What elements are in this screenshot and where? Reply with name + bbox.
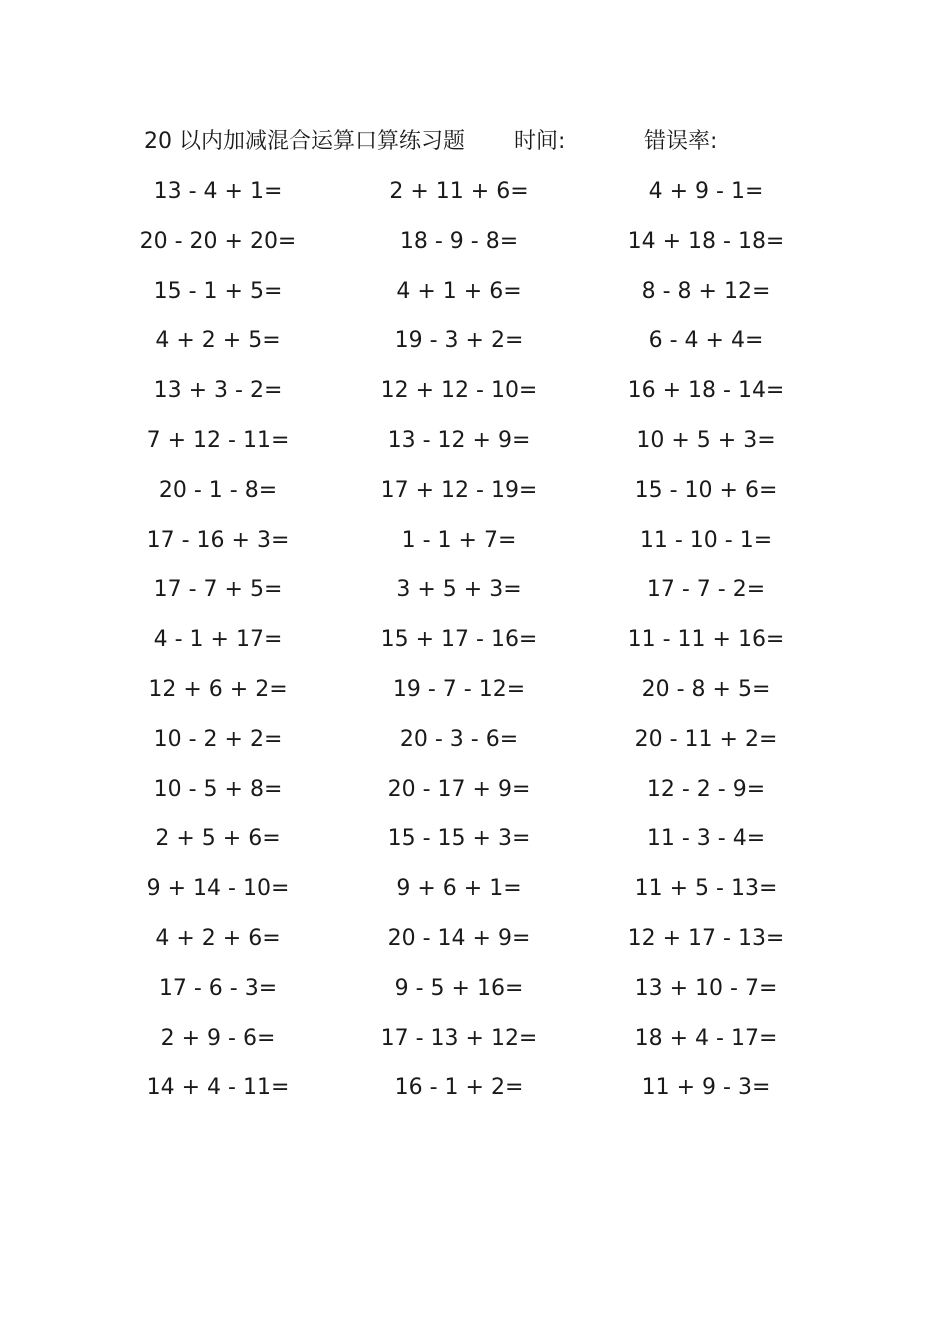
problem-row [0,622,950,672]
arithmetic-problem: 20 - 3 - 6= [399,726,519,752]
arithmetic-problem: 2 + 11 + 6= [389,179,529,204]
arithmetic-problem: 13 + 3 - 2= [153,378,283,404]
arithmetic-problem: 4 - 1 + 17= [153,627,283,653]
arithmetic-problem: 11 - 10 - 1= [639,527,773,553]
arithmetic-problem: 15 - 15 + 3= [387,826,531,852]
arithmetic-problem: 9 + 14 - 10= [146,876,290,902]
arithmetic-problem: 17 - 13 + 12= [380,1025,538,1051]
error-rate-label: 错误率: [644,129,718,154]
problem-row [0,1021,950,1071]
arithmetic-problem: 13 + 10 - 7= [634,975,778,1001]
problem-row [0,274,950,324]
arithmetic-problem: 17 + 12 - 19= [380,477,538,503]
arithmetic-problem: 19 - 3 + 2= [394,328,524,354]
arithmetic-problem: 11 + 9 - 3= [641,1075,771,1101]
arithmetic-problem: 9 + 6 + 1= [396,876,522,902]
problem-row [0,871,950,921]
arithmetic-problem: 19 - 7 - 12= [392,676,526,702]
arithmetic-problem: 4 + 1 + 6= [396,278,522,304]
arithmetic-problem: 11 - 11 + 16= [627,627,785,653]
problem-row [0,772,950,822]
arithmetic-problem: 12 + 6 + 2= [148,676,288,702]
arithmetic-problem: 2 + 9 - 6= [160,1025,276,1051]
arithmetic-problem: 20 - 11 + 2= [634,726,778,752]
arithmetic-problem: 12 + 12 - 10= [380,378,538,404]
arithmetic-problem: 17 - 16 + 3= [146,527,290,553]
arithmetic-problem: 3 + 5 + 3= [396,577,522,603]
problem-row [0,224,950,274]
arithmetic-problem: 12 - 2 - 9= [646,776,766,802]
problem-row [0,1070,950,1120]
problem-row [0,672,950,722]
arithmetic-problem: 4 + 2 + 6= [155,925,281,951]
problem-row [0,473,950,523]
arithmetic-problem: 11 + 5 - 13= [634,876,778,902]
arithmetic-problem: 8 - 8 + 12= [641,278,771,304]
problem-row [0,174,950,224]
arithmetic-problem: 11 - 3 - 4= [646,826,766,852]
arithmetic-problem: 4 + 2 + 5= [155,328,281,354]
arithmetic-problem: 12 + 17 - 13= [627,925,785,951]
problem-row [0,971,950,1021]
arithmetic-problem: 9 - 5 + 16= [394,975,524,1001]
arithmetic-problem: 14 + 4 - 11= [146,1075,290,1101]
arithmetic-problem: 18 - 9 - 8= [399,228,519,254]
arithmetic-problem: 13 - 12 + 9= [387,427,531,453]
arithmetic-problem: 16 - 1 + 2= [394,1075,524,1101]
arithmetic-problem: 20 - 20 + 20= [139,228,297,254]
arithmetic-problem: 14 + 18 - 18= [627,228,785,254]
arithmetic-problem: 1 - 1 + 7= [401,527,517,553]
problem-row [0,921,950,971]
problem-row [0,722,950,772]
arithmetic-problem: 10 - 2 + 2= [153,726,283,752]
arithmetic-problem: 16 + 18 - 14= [627,378,785,404]
arithmetic-problem: 13 - 4 + 1= [153,179,283,204]
arithmetic-problem: 17 - 6 - 3= [158,975,278,1001]
problem-row [0,323,950,373]
arithmetic-problem: 17 - 7 + 5= [153,577,283,603]
problem-grid [0,174,950,1120]
worksheet-header [144,124,844,160]
problem-row [0,423,950,473]
time-label: 时间: [514,129,566,154]
worksheet-title: 20 以内加减混合运算口算练习题 [144,129,465,154]
arithmetic-problem: 10 + 5 + 3= [636,427,776,453]
arithmetic-problem: 15 - 10 + 6= [634,477,778,503]
arithmetic-problem: 6 - 4 + 4= [648,328,764,354]
arithmetic-problem: 20 - 8 + 5= [641,676,771,702]
arithmetic-problem: 18 + 4 - 17= [634,1025,778,1051]
arithmetic-problem: 20 - 17 + 9= [387,776,531,802]
arithmetic-problem: 15 + 17 - 16= [380,627,538,653]
arithmetic-problem: 4 + 9 - 1= [648,179,764,204]
problem-row [0,572,950,622]
problem-row [0,523,950,573]
arithmetic-problem: 7 + 12 - 11= [146,427,290,453]
problem-row [0,821,950,871]
arithmetic-problem: 20 - 14 + 9= [387,925,531,951]
arithmetic-problem: 20 - 1 - 8= [158,477,278,503]
arithmetic-problem: 17 - 7 - 2= [646,577,766,603]
arithmetic-problem: 2 + 5 + 6= [155,826,281,852]
arithmetic-problem: 10 - 5 + 8= [153,776,283,802]
problem-row [0,373,950,423]
arithmetic-problem: 15 - 1 + 5= [153,278,283,304]
